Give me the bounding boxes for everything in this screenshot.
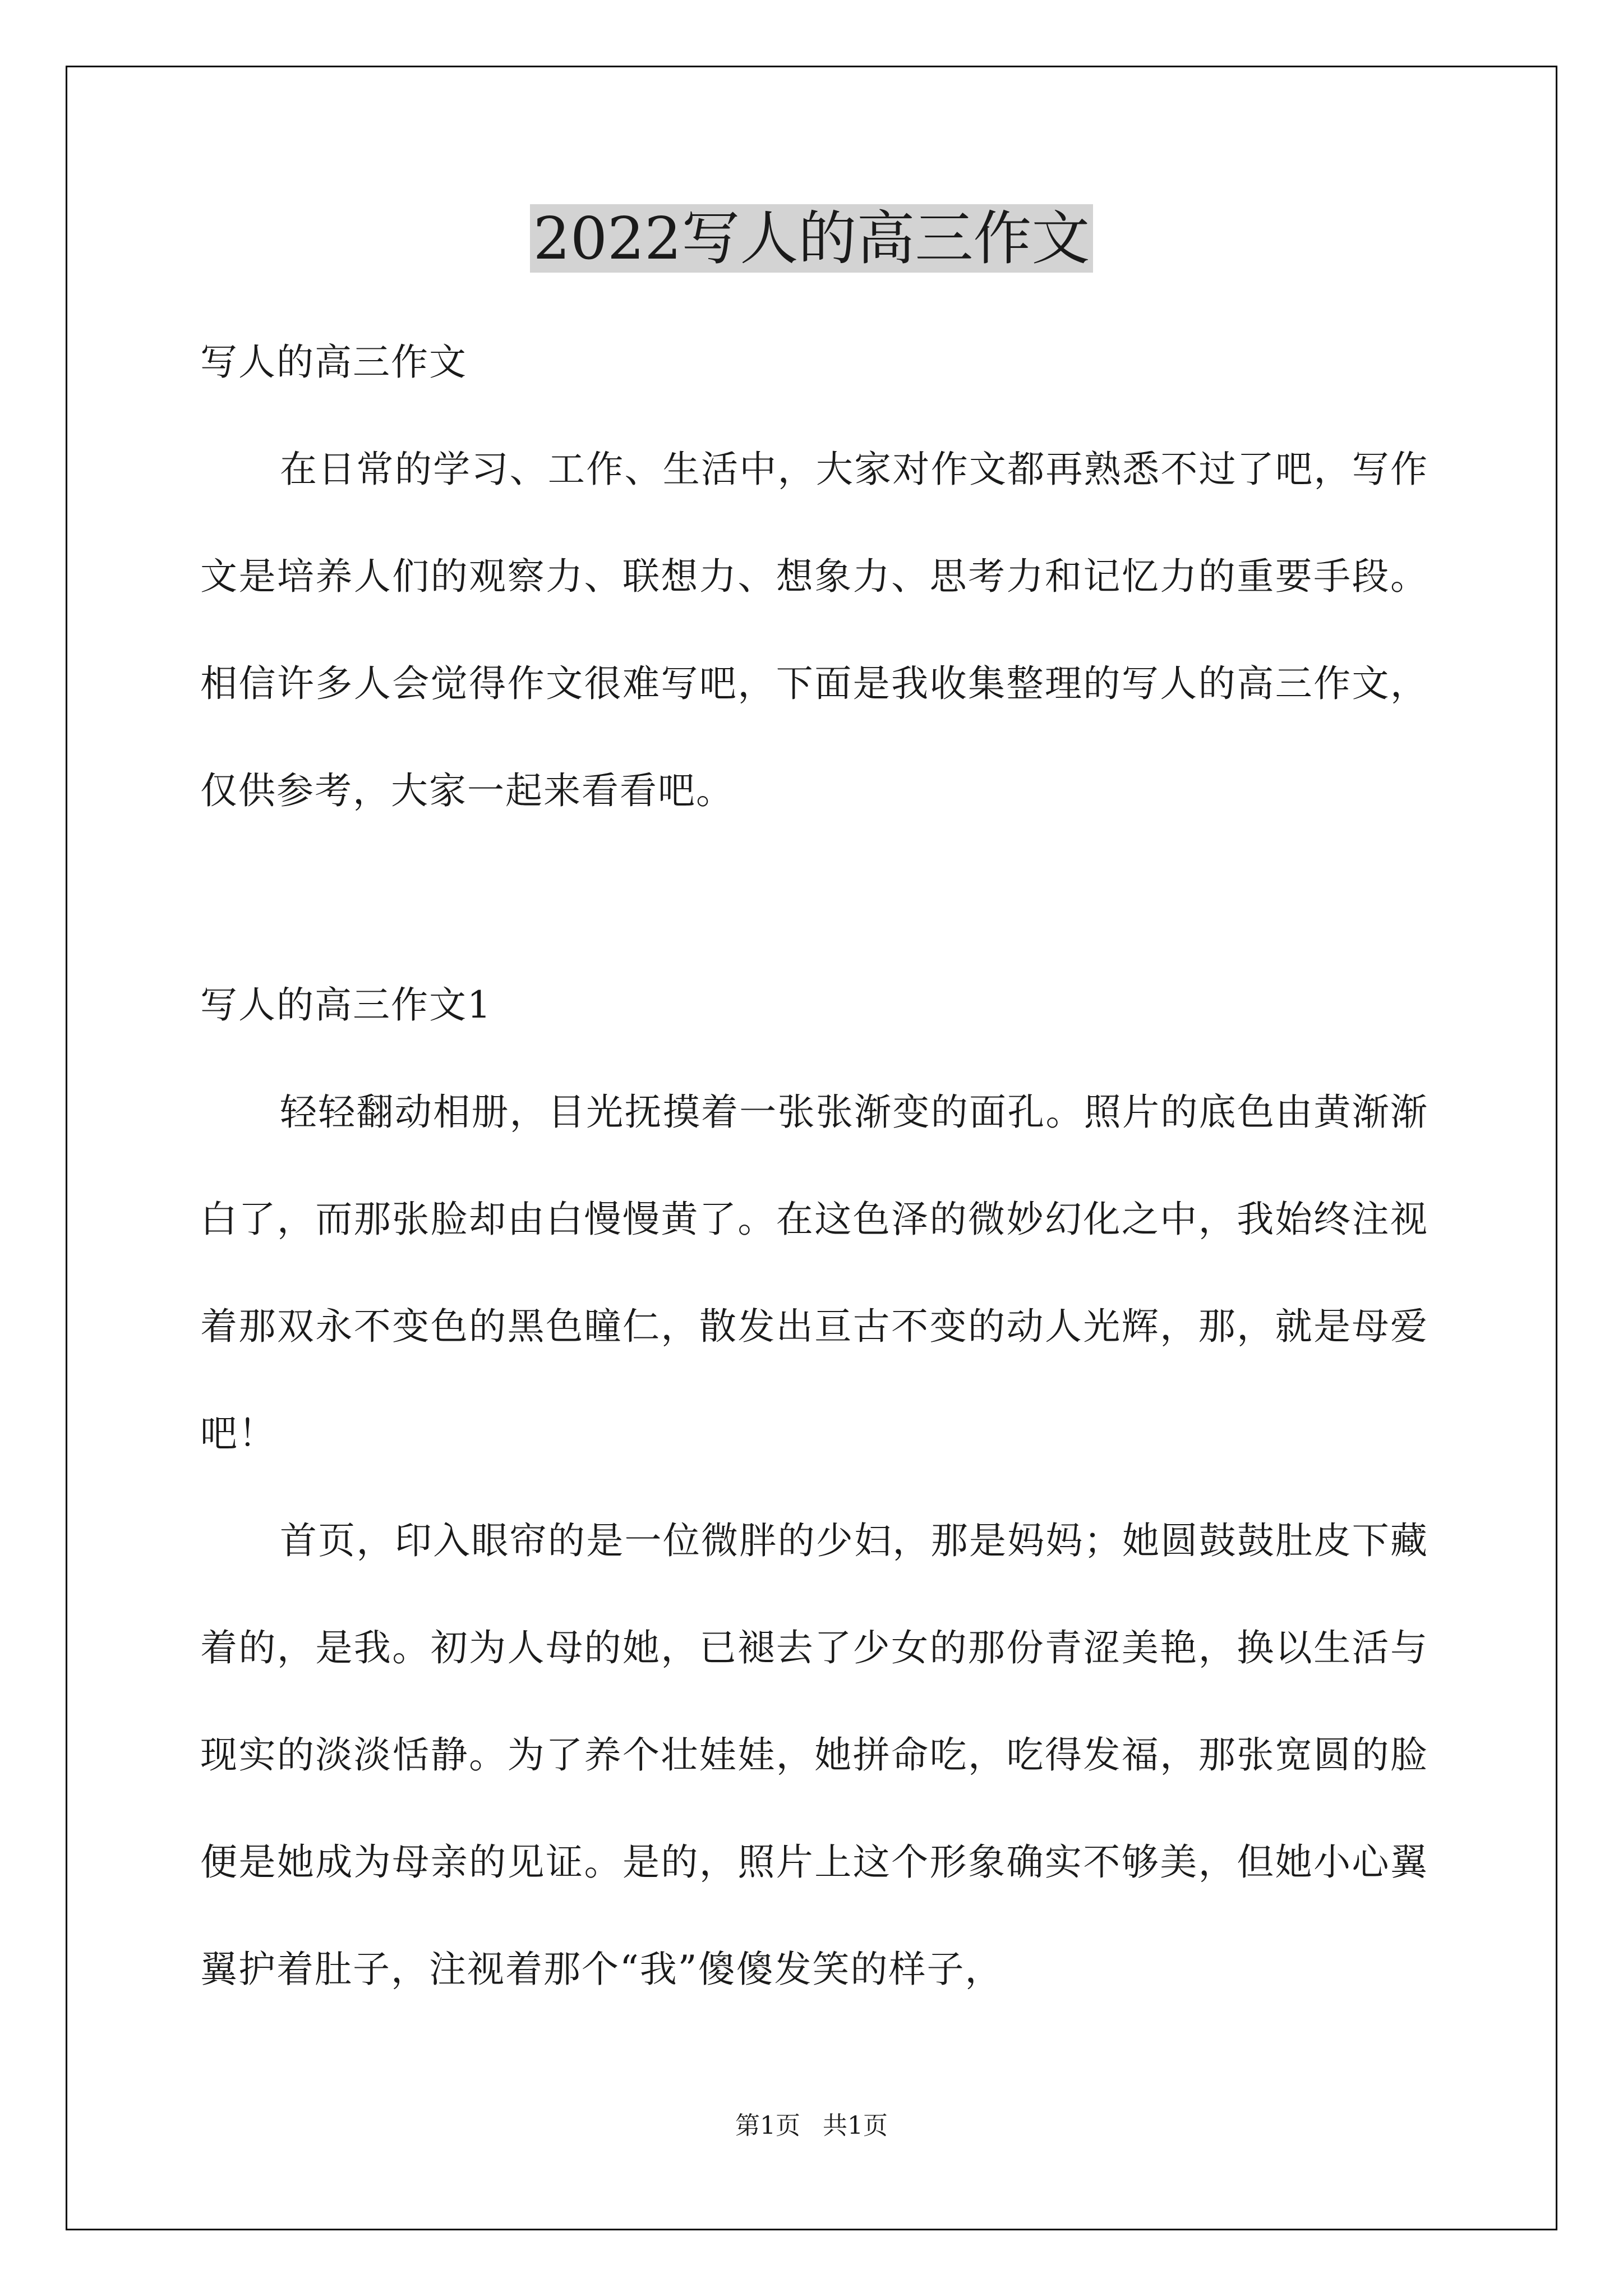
page-total: 共1页: [823, 2111, 888, 2140]
page-number: 第1页: [735, 2111, 800, 2140]
section-gap: [200, 844, 1428, 951]
section1-heading: 写人的高三作文1: [200, 983, 492, 1027]
document-title-text: 2022写人的高三作文: [530, 204, 1094, 273]
section1-paragraph-1: 轻轻翻动相册，目光抚摸着一张张渐变的面孔。照片的底色由黄渐渐白了，而那张脸却由白慢慢黄了。在这色泽的微妙幻化之中，我始终注视着那双永不变色的黑色瞳仁，散发出亘古不变的动人光辉，那，就是母爱吧！: [200, 1091, 1428, 1455]
intro-paragraph: 在日常的学习、工作、生活中，大家对作文都再熟悉不过了吧，写作文是培养人们的观察力、联想力、想象力、思考力和记忆力的重要手段。相信许多人会觉得作文很难写吧，下面是我收集整理的写人的高三作文，仅供参考，大家一起来看看吧。: [200, 448, 1428, 812]
document-title: [0, 202, 1623, 275]
intro-heading: 写人的高三作文: [200, 341, 467, 384]
section1-paragraph-2: 首页，印入眼帘的是一位微胖的少妇，那是妈妈；她圆鼓鼓肚皮下藏着的，是我。初为人母的她，已褪去了少女的那份青涩美艳，换以生活与现实的淡淡恬静。为了养个壮娃娃，她拼命吃，吃得发福，那张宽圆的脸便是她成为母亲的见证。是的，照片上这个形象确实不够美，但她小心翼翼护着肚子，注视着那个“我”傻傻发笑的样子，: [200, 1519, 1428, 1991]
document-body: [200, 309, 1428, 2023]
page-footer: [0, 2109, 1623, 2143]
